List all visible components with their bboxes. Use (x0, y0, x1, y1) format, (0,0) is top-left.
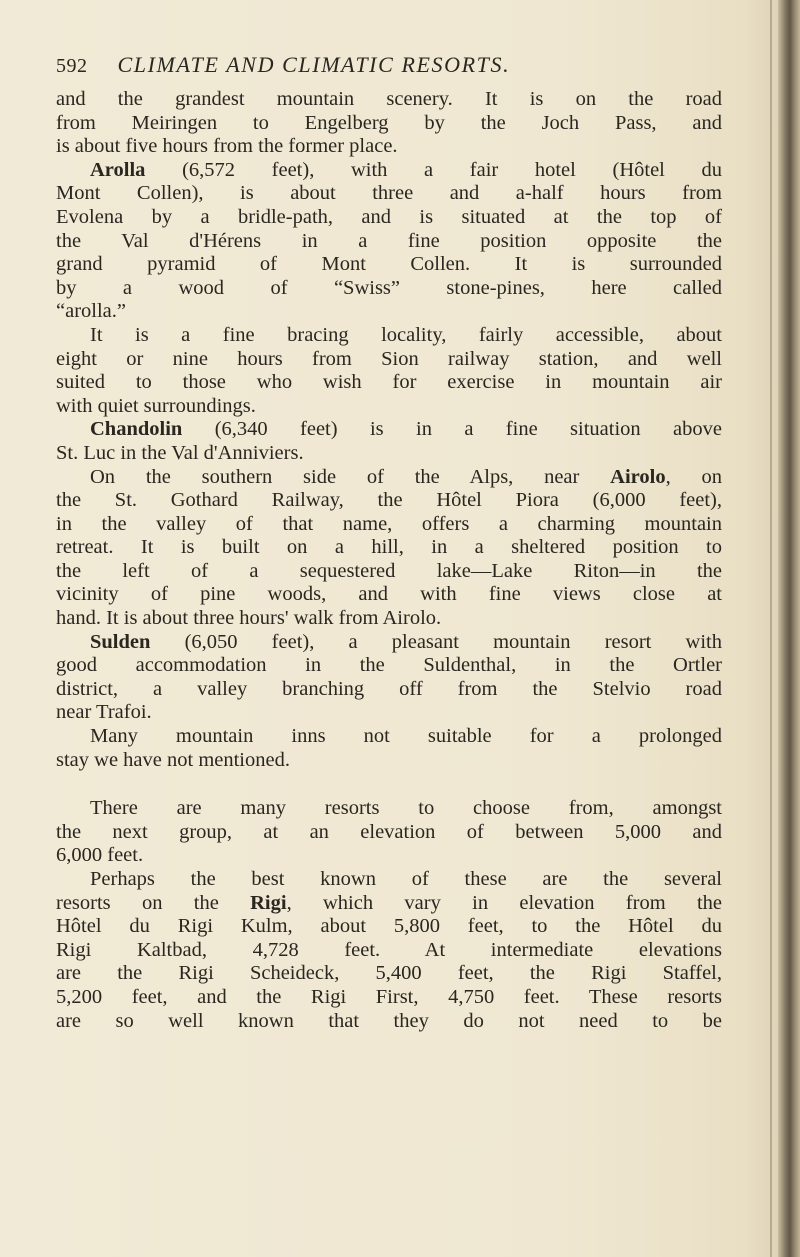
text-line: in the valley of that name, offers a charming mountain (56, 512, 722, 535)
text-line: “arolla.” (56, 300, 126, 323)
text-line: the left of a sequestered lake—Lake Riton—in the (56, 559, 722, 582)
text-line: hand. It is about three hours' walk from Airolo. (56, 607, 442, 630)
text-line: Hôtel du Rigi Kulm, about 5,800 feet, to the Hôtel du (56, 915, 722, 938)
text-line: by a wood of “Swiss” stone-pines, here called (56, 276, 722, 299)
text-line: Sulden (6,050 feet), a pleasant mountain resort with (90, 630, 722, 653)
binding-shadow-line (770, 0, 772, 1257)
text-line: are the Rigi Scheideck, 5,400 feet, the Rigi Staffel, (56, 962, 722, 985)
text-line: St. Luc in the Val d'Anniviers. (56, 441, 304, 464)
text-line: It is a fine bracing locality, fairly accessible, about (90, 323, 722, 346)
text-line: vicinity of pine woods, and with fine views close at (56, 583, 722, 606)
text-line: district, a valley branching off from the Stelvio road (56, 677, 722, 700)
place-name-airolo: Airolo (610, 465, 666, 488)
text-line: On the southern side of the Alps, near Airolo, on (90, 465, 723, 488)
text-line: the next group, at an elevation of between 5,000 and (56, 820, 722, 843)
text-line: 5,200 feet, and the Rigi First, 4,750 feet. These resorts (56, 985, 722, 1008)
text-line: retreat. It is built on a hill, in a sheltered position to (56, 536, 722, 559)
place-name-sulden: Sulden (90, 630, 151, 653)
text-line: Arolla (6,572 feet), with a fair hotel (Hôtel du (90, 158, 722, 181)
text-line: There are many resorts to choose from, amongst (90, 797, 722, 820)
text-line: grand pyramid of Mont Collen. It is surrounded (56, 253, 722, 276)
running-head-title: CLIMATE AND CLIMATIC RESORTS. (117, 52, 511, 77)
text-line: Perhaps the best known of these are the several (90, 868, 722, 890)
text-line: with quiet surroundings. (56, 394, 256, 417)
text-line: and the grandest mountain scenery. It is on the road (56, 88, 722, 110)
text-line: is about five hours from the former place. (56, 135, 398, 158)
text-line: Chandolin (6,340 feet) is in a fine situation above (90, 418, 722, 441)
text-line: Mont Collen), is about three and a-half hours from (56, 182, 722, 205)
page-number: 592 (56, 55, 88, 77)
text-line: 6,000 feet. (56, 844, 144, 867)
body-text (56, 88, 722, 1033)
text-line: resorts on the Rigi, which vary in elevation from the (56, 891, 722, 914)
place-name-chandolin: Chandolin (90, 418, 183, 441)
text-line: Evolena by a bridle-path, and is situated at the top of (56, 205, 722, 228)
text-line: Many mountain inns not suitable for a prolonged (90, 725, 722, 748)
text-line: eight or nine hours from Sion railway station, and well (56, 347, 722, 370)
text-line: stay we have not mentioned. (56, 748, 290, 771)
place-name-arolla: Arolla (90, 158, 146, 181)
book-binding-edge (778, 0, 800, 1257)
text-line: the Val d'Hérens in a fine position opposite the (56, 229, 722, 252)
text-line: from Meiringen to Engelberg by the Joch Pass, and (56, 111, 722, 134)
text-line: are so well known that they do not need to be (56, 1009, 722, 1032)
place-name-rigi: Rigi (250, 891, 287, 914)
text-line: good accommodation in the Suldenthal, in the Ortler (56, 654, 722, 677)
text-line: near Trafoi. (56, 701, 152, 724)
text-line: the St. Gothard Railway, the Hôtel Piora (6,000 feet), (56, 489, 722, 512)
text-line: suited to those who wish for exercise in mountain air (56, 371, 722, 394)
text-line: Rigi Kaltbad, 4,728 feet. At intermediate elevations (56, 938, 722, 961)
running-head (56, 52, 656, 82)
